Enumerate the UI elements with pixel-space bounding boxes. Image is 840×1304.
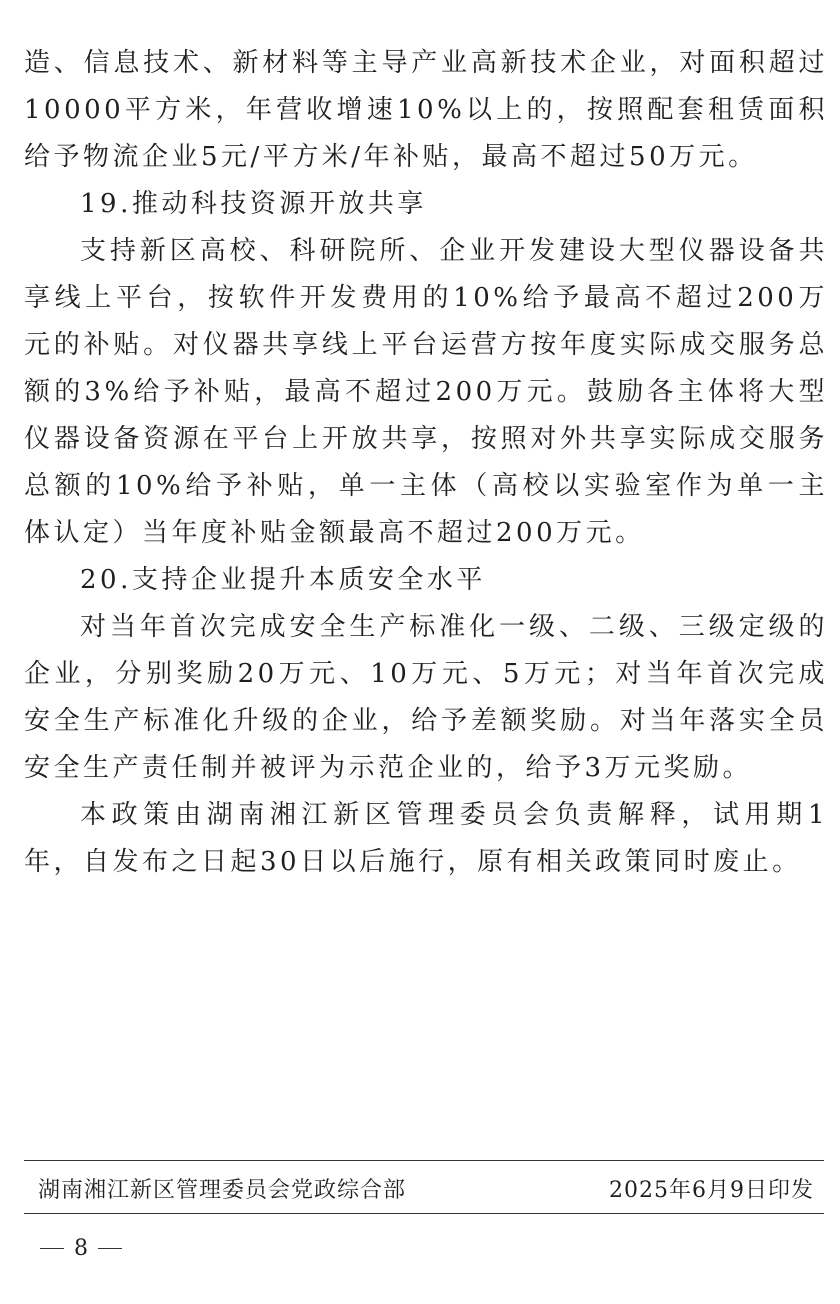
paragraph-section-19: 支持新区高校、科研院所、企业开发建设大型仪器设备共享线上平台，按软件开发费用的10%给予最高不超过200万元的补贴。对仪器共享线上平台运营方按年度实际成交服务总额的3%给予补贴，最高不超过200万元。鼓励各主体将大型仪器设备资源在平台上开放共享，按照对外共享实际成交服务总额的10%给予补贴，单一主体（高校以实验室作为单一主体认定）当年度补贴金额最高不超过200万元。 [24,236,828,548]
paragraph-continuation: 造、信息技术、新材料等主导产业高新技术企业，对面积超过10000平方米，年营收增速10%以上的，按照配套租赁面积给予物流企业5元/平方米/年补贴，最高不超过50万元。 [24,48,828,172]
page-number-dash-left [40,1248,64,1249]
page-number-dash-right [98,1248,122,1249]
body-text [24,40,828,886]
section-heading-19: 19.推动科技资源开放共享 [80,189,427,219]
paragraph-interpretation: 本政策由湖南湘江新区管理委员会负责解释，试用期1年，自发布之日起30日以后施行，原有相关政策同时废止。 [24,800,828,877]
footer-issuance [24,1168,824,1208]
footer-rule-bottom [24,1213,824,1214]
paragraph-section-20: 对当年首次完成安全生产标准化一级、二级、三级定级的企业，分别奖励20万元、10万元、5万元；对当年首次完成安全生产标准化升级的企业，给予差额奖励。对当年落实全员安全生产责任制并被评为示范企业的，给予3万元奖励。 [24,612,828,783]
page-number-value: 8 [74,1236,88,1261]
footer-issuer: 湖南湘江新区管理委员会党政综合部 [38,1177,407,1203]
footer-issue-date: 2025年6月9日印发 [609,1177,814,1203]
footer-rule-top [24,1160,824,1161]
section-heading-20: 20.支持企业提升本质安全水平 [80,565,486,595]
page-number [30,1236,132,1261]
